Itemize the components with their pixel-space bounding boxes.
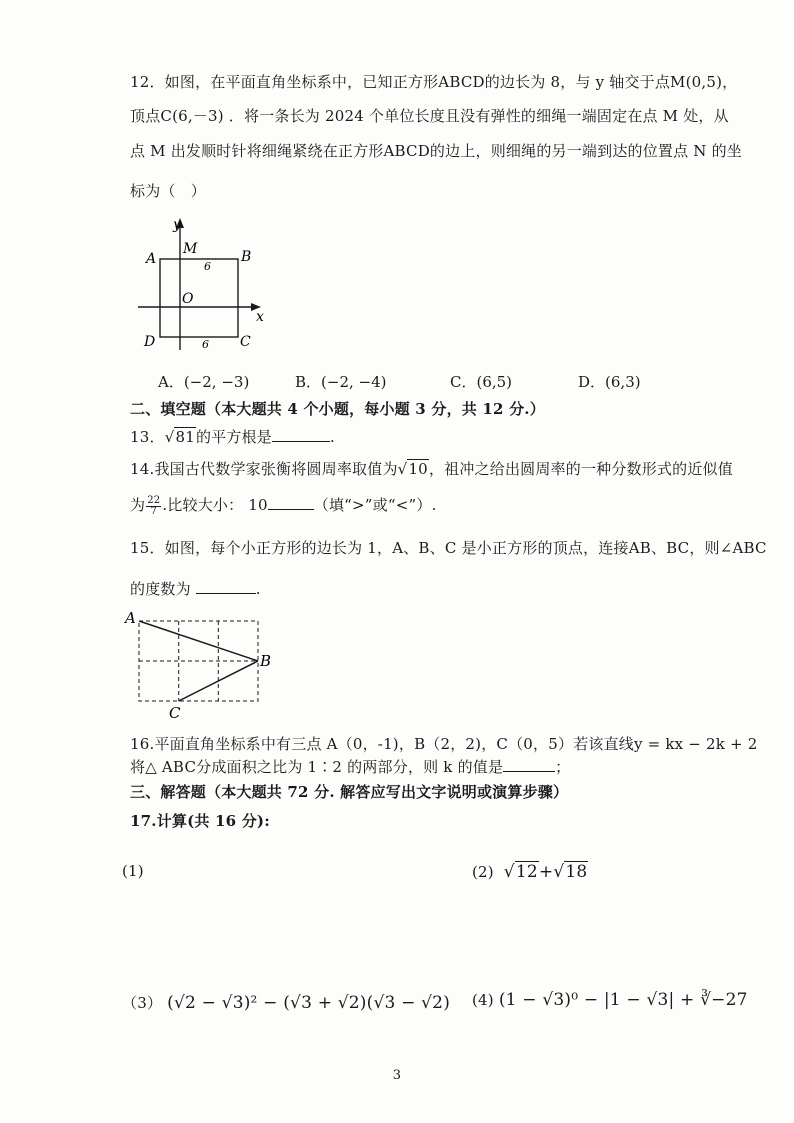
q14-line1-suffix: ，祖冲之给出圆周率的一种分数形式的近似值 bbox=[428, 460, 733, 478]
label-a: A bbox=[125, 609, 136, 627]
q17-part-4-expr: (1 − √3)⁰ − |1 − √3| + ∛−27 bbox=[498, 990, 748, 1010]
square-abcd bbox=[160, 259, 238, 337]
q15-line-1: 15．如图，每个小正方形的边长为 1，A、B、C 是小正方形的顶点，连接AB、BC，则∠ABC bbox=[130, 539, 767, 557]
label-x: x bbox=[256, 309, 264, 325]
q16-line2-prefix: 将△ ABC分成面积之比为 1∶2 的两部分，则 k 的值是 bbox=[130, 758, 504, 776]
q15-grid-figure bbox=[124, 608, 284, 720]
q12-line-2: 顶点C(6,－3) ．将一条长为 2024 个单位长度且没有弹性的细绳一端固定在点 M 处，从 bbox=[130, 107, 729, 125]
q17-part-3 bbox=[122, 992, 450, 1013]
q17-part-4-label: (4) bbox=[472, 991, 494, 1009]
section-2-title: 二、填空题（本大题共 4 个小题，每小题 3 分，共 12 分.） bbox=[130, 400, 545, 418]
q14-line-1 bbox=[130, 458, 733, 479]
label-b: B bbox=[260, 652, 272, 670]
q15-line2-prefix: 的度数为 bbox=[130, 580, 191, 598]
label-y: y bbox=[173, 217, 181, 233]
q14-line2-suffix: （填“>”或“<”）. bbox=[313, 496, 437, 514]
page-number: 3 bbox=[392, 1068, 402, 1083]
q14-sqrt: √10 bbox=[397, 460, 428, 478]
q12-line-4: 标为（ ） bbox=[130, 182, 207, 200]
label-m: M bbox=[183, 241, 198, 257]
q14-line2-middle: .比较大小： 10 bbox=[162, 496, 268, 514]
q13 bbox=[130, 426, 335, 447]
q16-line2-end: ； bbox=[555, 758, 571, 776]
q13-radicand: 81 bbox=[175, 428, 195, 446]
q17-part-2-plus: + bbox=[538, 862, 554, 882]
q12-option-c[interactable]: C．(6,5) bbox=[450, 373, 513, 391]
q14-line1-prefix: 14.我国古代数学家张衡将圆周率取值为 bbox=[130, 460, 398, 478]
q17-part-1-label: (1) bbox=[122, 862, 144, 880]
q13-end: . bbox=[329, 428, 335, 446]
q13-suffix: 的平方根是 bbox=[195, 428, 272, 446]
q14-frac-num: 22 bbox=[147, 494, 161, 506]
q14-line-2 bbox=[130, 494, 437, 517]
q17-part-2-radicand-1: 12 bbox=[515, 862, 538, 882]
section-3-title: 三、解答题（本大题共 72 分. 解答应写出文字说明或演算步骤） bbox=[130, 783, 569, 801]
q12-line-1: 12．如图，在平面直角坐标系中，已知正方形ABCD的边长为 8，与 y 轴交于点M(0,5)， bbox=[130, 73, 738, 91]
label-six-top: 6 bbox=[204, 260, 211, 273]
label-six-bottom: 6 bbox=[202, 338, 209, 351]
q17-part-3-expr: (√2 − √3)² − (√3 + √2)(√3 − √2) bbox=[167, 993, 451, 1013]
q15-line-2 bbox=[130, 578, 261, 599]
q12-option-a[interactable]: A．(−2, −3) bbox=[158, 373, 250, 391]
q16-line-1: 16.平面直角坐标系中有三点 A（0，-1)，B（2，2)，C（0，5）若该直线y = kx − 2k + 2 bbox=[130, 735, 758, 753]
label-b: B bbox=[241, 249, 252, 265]
label-d: D bbox=[144, 334, 156, 350]
q15-dashed-grid bbox=[139, 621, 258, 701]
q17-part-2-radicand-2: 18 bbox=[565, 862, 588, 882]
q17-part-2-label: (2) bbox=[472, 863, 494, 881]
label-c: C bbox=[169, 704, 181, 720]
q12-line-3: 点 M 出发顺时针将细绳紧绕在正方形ABCD的边上，则细绳的另一端到达的位置点 N 的坐 bbox=[130, 142, 742, 160]
q13-prefix: 13． bbox=[130, 428, 165, 446]
q13-answer-blank[interactable] bbox=[272, 427, 330, 442]
q17-part-4 bbox=[472, 990, 748, 1010]
q14-line2-prefix: 为 bbox=[130, 496, 146, 514]
q14-fraction bbox=[146, 496, 161, 517]
q16-answer-blank[interactable] bbox=[503, 757, 555, 772]
q16-line-2 bbox=[130, 756, 570, 777]
q14-radicand: 10 bbox=[408, 460, 428, 478]
q14-answer-blank[interactable] bbox=[268, 495, 314, 510]
label-o: O bbox=[182, 291, 194, 307]
label-c: C bbox=[240, 334, 251, 350]
q13-sqrt: √81 bbox=[164, 428, 195, 446]
q17-part-2-expr: √12+√18 bbox=[503, 862, 588, 882]
q12-option-b[interactable]: B．(−2, −4) bbox=[295, 373, 387, 391]
q12-option-d[interactable]: D．(6,3) bbox=[578, 373, 641, 391]
q12-square-figure bbox=[138, 215, 278, 355]
q17-title: 17.计算(共 16 分): bbox=[130, 812, 270, 830]
label-a: A bbox=[146, 251, 157, 267]
q17-part-3-label: （3） bbox=[122, 994, 163, 1012]
q15-answer-blank[interactable] bbox=[196, 579, 256, 594]
q14-frac-den: 7 bbox=[150, 505, 158, 517]
q17-part-2 bbox=[472, 862, 588, 882]
q15-line2-end: . bbox=[255, 580, 261, 598]
segment-ab bbox=[139, 621, 258, 661]
